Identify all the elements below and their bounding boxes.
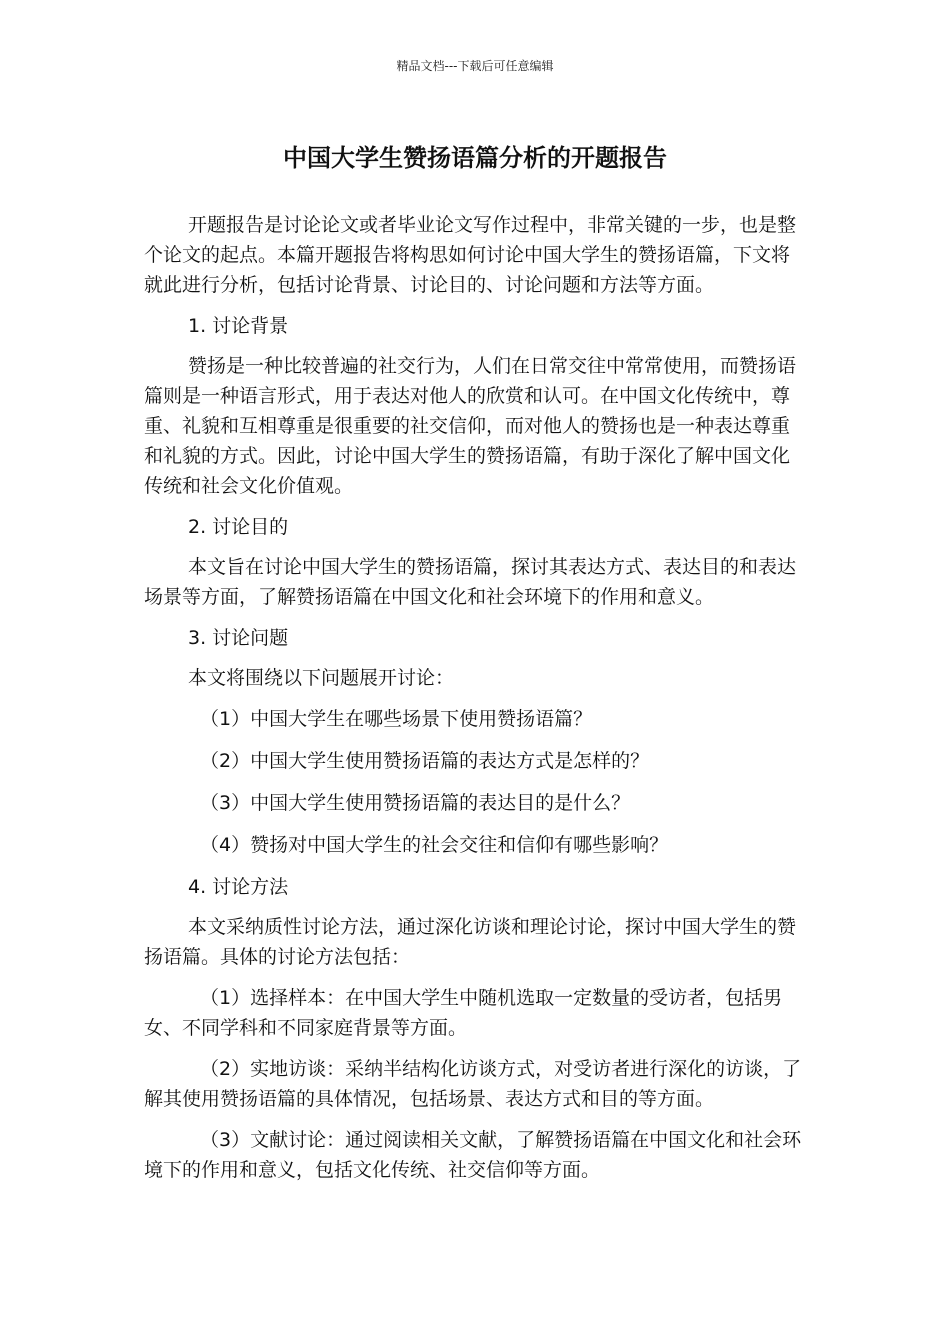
header-note: 精品文档---下载后可任意编辑	[396, 59, 554, 73]
method-item-1: （1）选择样本：在中国大学生中随机选取一定数量的受访者，包括男女、不同学科和不同家庭背景等方面。	[144, 987, 783, 1039]
section-heading-background: 1. 讨论背景	[188, 315, 289, 337]
methods-intro-paragraph: 本文采纳质性讨论方法，通过深化访谈和理论讨论，探讨中国大学生的赞扬语篇。具体的讨论方法包括：	[144, 916, 797, 968]
section-heading-methods: 4. 讨论方法	[188, 876, 289, 898]
section-heading-purpose: 2. 讨论目的	[188, 516, 289, 538]
document-title: 中国大学生赞扬语篇分析的开题报告	[283, 144, 667, 172]
method-item-3: （3）文献讨论：通过阅读相关文献，了解赞扬语篇在中国文化和社会环境下的作用和意义，包括文化传统、社交信仰等方面。	[144, 1129, 802, 1181]
background-paragraph: 赞扬是一种比较普遍的社交行为，人们在日常交往中常常使用，而赞扬语篇则是一种语言形式，用于表达对他人的欣赏和认可。在中国文化传统中，尊重、礼貌和互相尊重是很重要的社交信仰，而对他人的赞扬也是一种表达尊重和礼貌的方式。因此，讨论中国大学生的赞扬语篇，有助于深化了解中国文化传统和社会文化价值观。	[144, 355, 797, 497]
purpose-paragraph: 本文旨在讨论中国大学生的赞扬语篇，探讨其表达方式、表达目的和表达场景等方面，了解赞扬语篇在中国文化和社会环境下的作用和意义。	[144, 556, 797, 608]
document-body	[144, 210, 806, 1196]
questions-intro-paragraph: 本文将围绕以下问题展开讨论：	[188, 667, 455, 689]
method-item-2: （2）实地访谈：采纳半结构化访谈方式，对受访者进行深化的访谈，了解其使用赞扬语篇的具体情况，包括场景、表达方式和目的等方面。	[144, 1058, 802, 1110]
intro-paragraph: 开题报告是讨论论文或者毕业论文写作过程中，非常关键的一步，也是整个论文的起点。本篇开题报告将构思如何讨论中国大学生的赞扬语篇，下文将就此进行分析，包括讨论背景、讨论目的、讨论问题和方法等方面。	[144, 214, 797, 296]
question-item-4: （4）赞扬对中国大学生的社会交往和信仰有哪些影响？	[200, 834, 669, 856]
question-item-1: （1）中国大学生在哪些场景下使用赞扬语篇？	[200, 708, 593, 730]
question-item-3: （3）中国大学生使用赞扬语篇的表达目的是什么？	[200, 792, 631, 814]
question-item-2: （2）中国大学生使用赞扬语篇的表达方式是怎样的？	[200, 750, 650, 772]
section-heading-questions: 3. 讨论问题	[188, 627, 289, 649]
